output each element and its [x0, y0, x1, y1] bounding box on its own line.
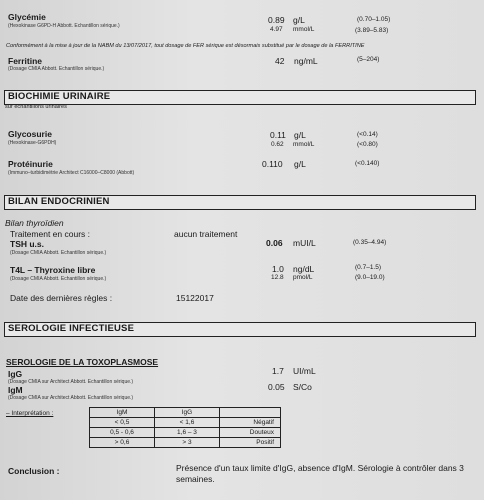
igm-name: IgM [8, 385, 23, 395]
ferritine-value: 42 [275, 56, 285, 66]
header-igm: IgM [90, 408, 155, 418]
glycemie-method: (Hexokinase G6PD-H Abbott. Echantillon sérique.) [8, 23, 120, 29]
proteinurie-name: Protéinurie [8, 159, 53, 169]
table-header-row [90, 408, 281, 418]
traitement-value: aucun traitement [174, 229, 238, 239]
glycemie-unit-mmol: mmol/L [293, 26, 315, 33]
nabm-note: Conformément à la mise à jour de la NABM du 13/07/2017, tout dosage de FER sérique est désormais substitué par le dosage de la FERRITINE [6, 43, 365, 49]
proteinurie-method: (Immuno–turbidimétrie Architect C16000–C8000 (Abbott) [8, 170, 135, 176]
igg-unit: UI/mL [293, 366, 316, 376]
toxoplasmose-subtitle: SEROLOGIE DE LA TOXOPLASMOSE [6, 357, 159, 367]
glycosurie-ref-gl: (<0.14) [357, 131, 378, 138]
cell-igg: > 3 [155, 438, 220, 448]
tsh-method: (Dosage CMIA Abbott. Echantillon sérique.) [10, 250, 107, 256]
glycemie-value-gl: 0.89 [268, 15, 285, 25]
cell-result: Positif [220, 438, 281, 448]
t4l-unit-pmol: pmol/L [293, 274, 313, 281]
urine-subtitle: sur échantillons urinaires [5, 104, 67, 110]
glycemie-name: Glycémie [8, 12, 46, 22]
cell-result: Négatif [220, 418, 281, 428]
section-title: BILAN ENDOCRINIEN [8, 196, 110, 207]
cell-igg: 1,6 – 3 [155, 428, 220, 438]
cell-result: Douteux [220, 428, 281, 438]
glycosurie-name: Glycosurie [8, 129, 52, 139]
tsh-unit: mUI/L [293, 238, 316, 248]
conclusion-label: Conclusion : [8, 466, 60, 476]
section-serologie-infectieuse [4, 322, 476, 337]
igg-name: IgG [8, 369, 23, 379]
section-bilan-endocrinien [4, 195, 476, 210]
igm-method: (Dosage CMIA sur Architect Abbott. Echantillon sérique.) [8, 395, 134, 401]
igg-method: (Dosage CMIA sur Architect Abbott. Echantillon sérique.) [8, 379, 134, 385]
table-row [90, 428, 281, 438]
tsh-name: TSH u.s. [10, 239, 45, 249]
ferritine-name: Ferritine [8, 56, 43, 66]
bilan-thyroidien-subtitle: Bilan thyroïdien [5, 218, 64, 228]
ferritine-ref: (5–204) [357, 56, 380, 63]
t4l-ref-pmol: (9.0–19.0) [355, 274, 385, 281]
interpretation-table [89, 407, 281, 448]
conclusion-line-1: Présence d'un taux limite d'IgG, absence d'IgM. Sérologie à contrôler dans 3 [176, 463, 464, 473]
regles-label: Date des dernières règles : [10, 293, 113, 303]
proteinurie-ref: (<0.140) [355, 160, 380, 167]
tsh-ref: (0.35–4.94) [353, 239, 387, 246]
table-row [90, 438, 281, 448]
glycemie-unit-gl: g/L [293, 15, 305, 25]
cell-igm: > 0,6 [90, 438, 155, 448]
t4l-value-pmol: 12.8 [271, 274, 284, 281]
table-row [90, 418, 281, 428]
igm-value: 0.05 [268, 382, 285, 392]
ferritine-method: (Dosage CMIA Abbott. Echantillon sérique.) [8, 66, 105, 72]
regles-value: 15122017 [176, 293, 214, 303]
t4l-unit-ng: ng/dL [293, 264, 315, 274]
glycosurie-value-mmol: 0.62 [271, 141, 284, 148]
t4l-ref-ng: (0.7–1.5) [355, 264, 382, 271]
traitement-label: Traitement en cours : [10, 229, 90, 239]
glycosurie-unit-gl: g/L [294, 130, 306, 140]
tsh-value: 0.06 [266, 238, 283, 248]
glycosurie-method: (Hexokinase-G6PDH) [8, 140, 57, 146]
igm-unit: S/Co [293, 382, 312, 392]
interpretation-label: – Interprétation : [6, 410, 54, 417]
t4l-value-ng: 1.0 [272, 264, 284, 274]
header-result [220, 408, 281, 418]
glycemie-ref-mmol: (3.89–5.83) [355, 27, 389, 34]
glycosurie-value-gl: 0.11 [270, 130, 286, 140]
header-igg: IgG [155, 408, 220, 418]
cell-igg: < 1,6 [155, 418, 220, 428]
section-title: SEROLOGIE INFECTIEUSE [8, 323, 135, 334]
conclusion-line-2: semaines. [176, 474, 215, 484]
glycemie-value-mmol: 4.97 [270, 26, 283, 33]
proteinurie-value: 0.110 [262, 159, 283, 169]
glycosurie-ref-mmol: (<0.80) [357, 141, 378, 148]
glycosurie-unit-mmol: mmol/L [293, 141, 315, 148]
section-title: BIOCHIMIE URINAIRE [8, 91, 111, 102]
igg-value: 1.7 [272, 366, 284, 376]
proteinurie-unit: g/L [294, 159, 306, 169]
ferritine-unit: ng/mL [294, 56, 318, 66]
t4l-method: (Dosage CMIA Abbott. Echantillon sérique.) [10, 276, 107, 282]
cell-igm: 0,5 - 0,6 [90, 428, 155, 438]
t4l-name: T4L – Thyroxine libre [10, 265, 96, 275]
section-biochimie-urinaire [4, 90, 476, 105]
glycemie-ref-gl: (0.70–1.05) [357, 16, 391, 23]
cell-igm: < 0,5 [90, 418, 155, 428]
